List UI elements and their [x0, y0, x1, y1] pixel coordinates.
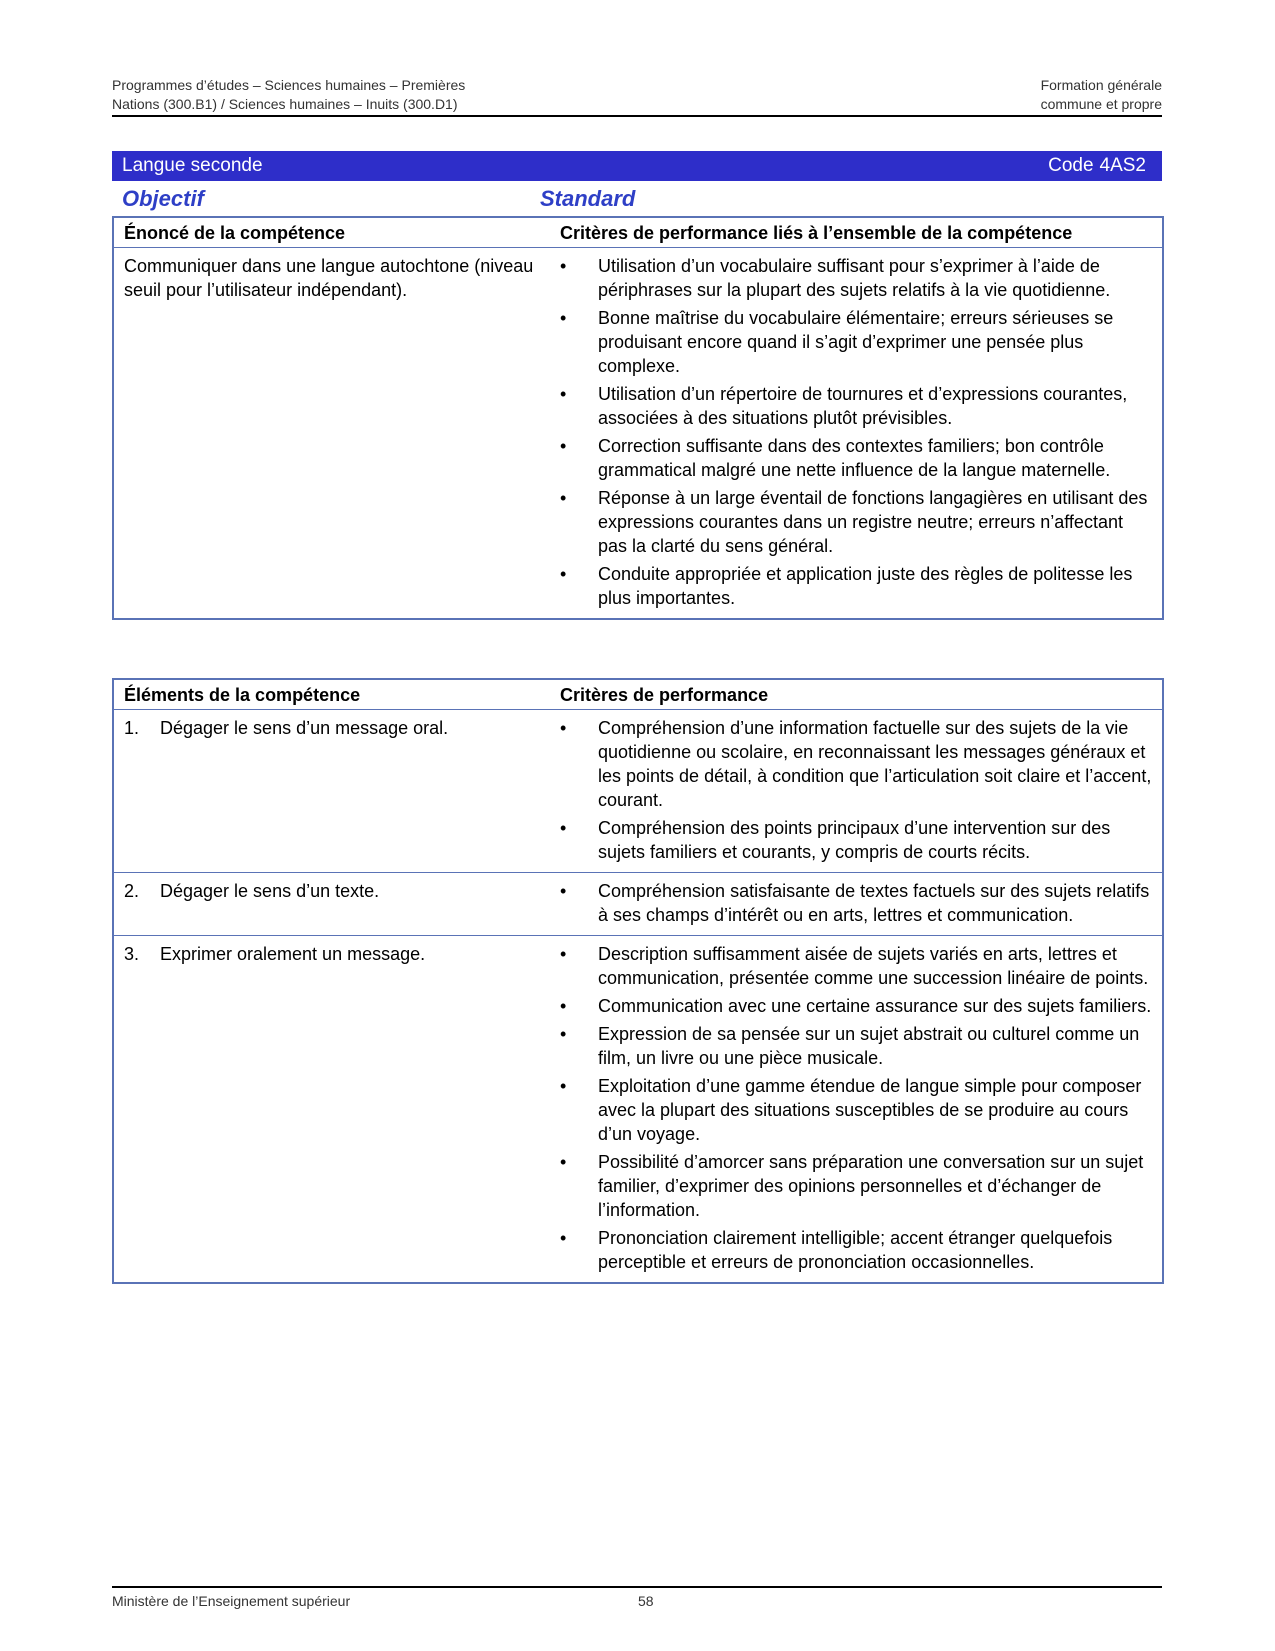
competence-statement: Communiquer dans une langue autochtone (niveau seuil pour l’utilisateur indépendant). [124, 256, 534, 300]
header-training-type-2: commune et propre [1040, 96, 1162, 112]
criterion-text: Possibilité d’amorcer sans préparation une conversation sur un sujet familier, d’exprimer des opinions personnelles et d’échanger de l’information. [598, 1152, 1144, 1220]
competence-table [112, 216, 1164, 620]
objective-heading: Objectif [122, 186, 204, 211]
bullet-icon: • [560, 1228, 567, 1248]
criterion-text: Utilisation d’un vocabulaire suffisant pour s’exprimer à l’aide de périphrases sur la plupart des sujets relatifs à la vie quotidienne. [598, 256, 1111, 300]
criterion-text: Utilisation d’un répertoire de tournures et d’expressions courantes, associées à des situations plutôt prévisibles. [598, 384, 1128, 428]
table-row [113, 710, 1163, 873]
bullet-icon: • [560, 1024, 567, 1044]
list-item [560, 994, 1154, 1018]
element-cell [113, 936, 550, 1284]
bullet-icon: • [560, 944, 567, 964]
criterion-text: Bonne maîtrise du vocabulaire élémentaire; erreurs sérieuses se produisant encore quand il s’agit d’exprimer une pensée plus complexe. [598, 308, 1114, 376]
criteria-column-header: Critères de performance [550, 679, 1163, 710]
list-item [560, 382, 1154, 430]
element-item [124, 879, 542, 903]
element-cell [113, 873, 550, 936]
criteria-cell [550, 873, 1163, 936]
global-criteria-column-header: Critères de performance liés à l’ensemble de la compétence [550, 217, 1163, 248]
criterion-text: Conduite appropriée et application juste des règles de politesse les plus importantes. [598, 564, 1133, 608]
bullet-icon: • [560, 488, 567, 508]
bullet-icon: • [560, 881, 567, 901]
page-header [112, 76, 1162, 114]
list-item [560, 879, 1154, 927]
list-item [560, 434, 1154, 482]
list-item [560, 254, 1154, 302]
table-row [113, 936, 1163, 1284]
bullet-icon: • [560, 818, 567, 838]
element-number: 3. [124, 944, 140, 964]
bullet-icon: • [560, 718, 567, 738]
bullet-icon: • [560, 384, 567, 404]
section-subheads [112, 186, 1162, 214]
standard-heading: Standard [540, 186, 636, 211]
element-number: 2. [124, 881, 140, 901]
list-item [560, 1226, 1154, 1274]
element-text: Dégager le sens d’un message oral. [160, 718, 449, 738]
bullet-icon: • [560, 308, 567, 328]
criteria-cell [550, 936, 1163, 1284]
criteria-list [560, 942, 1154, 1274]
bullet-icon: • [560, 1076, 567, 1096]
criterion-text: Prononciation clairement intelligible; accent étranger quelquefois perceptible et erreurs de prononciation occasionnelles. [598, 1228, 1113, 1272]
criteria-cell [550, 710, 1163, 873]
global-criteria-cell [550, 248, 1163, 620]
element-text: Exprimer oralement un message. [160, 944, 426, 964]
list-item [560, 1150, 1154, 1222]
course-title-bar [112, 151, 1162, 181]
criterion-text: Réponse à un large éventail de fonctions langagières en utilisant des expressions courantes dans un registre neutre; erreurs n’affectant pas la clarté du sens général. [598, 488, 1148, 556]
page-footer [112, 1593, 654, 1609]
footer-ministry: Ministère de l’Enseignement supérieur [112, 1593, 351, 1609]
list-item [560, 1074, 1154, 1146]
element-number: 1. [124, 718, 140, 738]
page-number: 58 [638, 1593, 654, 1609]
bullet-icon: • [560, 564, 567, 584]
bullet-icon: • [560, 436, 567, 456]
header-program-title: Programmes d’études – Sciences humaines – Premières [112, 77, 466, 93]
criterion-text: Communication avec une certaine assurance sur des sujets familiers. [598, 996, 1152, 1016]
element-item [124, 716, 542, 740]
criterion-text: Compréhension d’une information factuelle sur des sujets de la vie quotidienne ou scolaire, en reconnaissant les messages généraux et les points de détail, à condition que l’articulation soit claire et l’accent, courant. [598, 718, 1152, 810]
criterion-text: Compréhension satisfaisante de textes factuels sur des sujets relatifs à ses champs d’intérêt ou en arts, lettres et communication. [598, 881, 1150, 925]
header-divider [112, 115, 1162, 117]
course-code-value: 4AS2 [1099, 155, 1146, 176]
table-row [113, 873, 1163, 936]
statement-column-header: Énoncé de la compétence [113, 217, 550, 248]
element-text: Dégager le sens d’un texte. [160, 881, 380, 901]
footer-divider [112, 1586, 1162, 1588]
element-item [124, 942, 542, 966]
list-item [560, 942, 1154, 990]
element-cell [113, 710, 550, 873]
global-criteria-list [560, 254, 1154, 610]
criterion-text: Correction suffisante dans des contextes familiers; bon contrôle grammatical malgré une nette influence de la langue maternelle. [598, 436, 1111, 480]
criterion-text: Expression de sa pensée sur un sujet abstrait ou culturel comme un film, un livre ou une pièce musicale. [598, 1024, 1140, 1068]
list-item [560, 816, 1154, 864]
list-item [560, 716, 1154, 812]
course-code [1048, 155, 1146, 177]
course-code-label: Code [1048, 155, 1094, 176]
bullet-icon: • [560, 996, 567, 1016]
header-program-subtitle: Nations (300.B1) / Sciences humaines – Inuits (300.D1) [112, 96, 458, 112]
elements-table [112, 678, 1164, 1284]
list-item [560, 562, 1154, 610]
list-item [560, 1022, 1154, 1070]
course-title: Langue seconde [122, 155, 263, 176]
criteria-list [560, 716, 1154, 864]
list-item [560, 486, 1154, 558]
bullet-icon: • [560, 1152, 567, 1172]
bullet-icon: • [560, 256, 567, 276]
criterion-text: Description suffisamment aisée de sujets variés en arts, lettres et communication, présentée comme une succession linéaire de points. [598, 944, 1149, 988]
elements-column-header: Éléments de la compétence [113, 679, 550, 710]
list-item [560, 306, 1154, 378]
criterion-text: Compréhension des points principaux d’une intervention sur des sujets familiers et courants, y compris de courts récits. [598, 818, 1111, 862]
header-training-type: Formation générale [1040, 77, 1162, 93]
criterion-text: Exploitation d’une gamme étendue de langue simple pour composer avec la plupart des situations susceptibles de se produire au cours d’un voyage. [598, 1076, 1142, 1144]
criteria-list [560, 879, 1154, 927]
